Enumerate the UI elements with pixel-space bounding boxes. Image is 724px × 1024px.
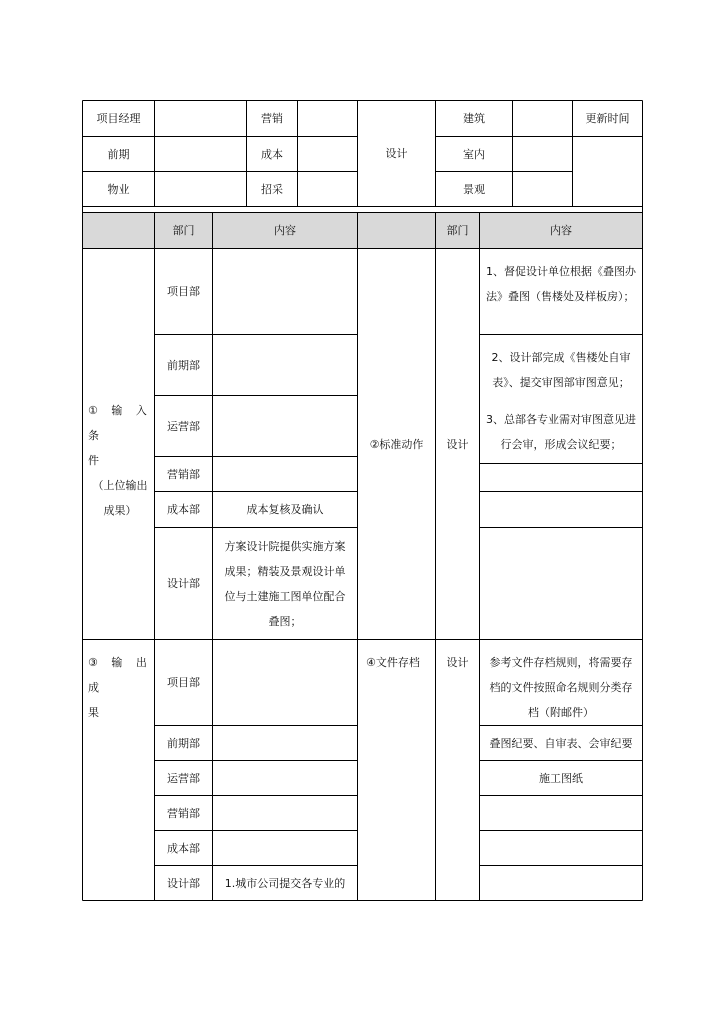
section1-title-line4: 成果）	[103, 504, 137, 517]
section1-content-project	[213, 249, 357, 334]
section1-standard-action: ②标准动作	[369, 437, 424, 451]
section1-dept-early: 前期部	[167, 358, 200, 372]
section2-content-design: 1.城市公司提交各专业的	[224, 876, 346, 890]
action-item-1: 1、督促设计单位根据《叠图办法》叠图（售楼处及样板房）；	[486, 265, 636, 303]
col-header-content: 内容	[274, 224, 296, 237]
section1-dept-marketing: 营销部	[167, 467, 200, 481]
label-procurement: 招采	[261, 182, 283, 196]
section1-content-early	[213, 335, 357, 395]
col-header-dept: 部门	[172, 224, 195, 237]
label-landscape: 景观	[463, 182, 485, 196]
section1-dept-ops: 运营部	[167, 419, 200, 433]
section1-content-design: 方案设计院提供实施方案成果；精装及景观设计单位与土建施工图单位配合叠图；	[224, 539, 346, 628]
section1-action-dept: 设计	[446, 437, 469, 451]
label-marketing: 营销	[261, 112, 283, 125]
section1-title-line2: 件	[88, 454, 99, 467]
label-architecture: 建筑	[463, 112, 485, 125]
section2-dept-ops: 运营部	[167, 771, 200, 785]
section1-dept-cost: 成本部	[167, 503, 200, 516]
section1-content-ops	[213, 396, 357, 456]
label-design: 设计	[385, 147, 408, 160]
section2-dept-marketing: 营销部	[167, 806, 200, 820]
section2-content-early	[213, 726, 357, 760]
section1-content-marketing	[213, 457, 357, 491]
section2-title-line1: ③ 输 出 成	[88, 656, 152, 694]
label-interior: 室内	[463, 147, 485, 161]
section1-title-line3: （上位输出	[92, 479, 148, 492]
label-update-time: 更新时间	[585, 112, 630, 125]
label-property: 物业	[107, 182, 130, 196]
section2-title	[88, 650, 152, 719]
archive-item-2: 叠图纪要、自审表、会审纪要	[489, 736, 633, 750]
label-early-phase: 前期	[107, 147, 130, 161]
section2-content-marketing	[213, 796, 357, 830]
section1-dept-design: 设计部	[167, 577, 200, 590]
action-item-3: 3、总部各专业需对审图意见进行会审，形成会议纪要；	[486, 413, 636, 451]
section2-dept-cost: 成本部	[167, 841, 200, 855]
section1-content-cost: 成本复核及确认	[246, 503, 324, 516]
section2-dept-design: 设计部	[167, 876, 200, 890]
archive-item-3: 施工图纸	[539, 771, 583, 785]
label-cost: 成本	[261, 147, 283, 161]
section2-content-ops	[213, 761, 357, 795]
section2-file-archive: ④文件存档	[366, 656, 420, 669]
section1-dept-project: 项目部	[167, 285, 200, 298]
label-project-manager: 项目经理	[96, 112, 141, 125]
section1-title	[88, 398, 152, 517]
action-item-2: 2、设计部完成《售楼处自审表》、提交审图部审图意见；	[491, 351, 631, 389]
section2-dept-early: 前期部	[167, 736, 200, 750]
section2-content-cost	[213, 831, 357, 865]
archive-item-1: 参考文件存档规则，将需要存档的文件按照命名规则分类存档（附邮件）	[489, 656, 633, 719]
section2-action-dept: 设计	[446, 656, 469, 669]
section2-content-project	[213, 640, 357, 725]
section2-dept-project: 项目部	[167, 676, 200, 689]
section2-title-line2: 果	[88, 706, 99, 719]
section1-title-line1: ① 输 入 条	[88, 404, 152, 442]
col-header-dept-right: 部门	[446, 224, 469, 237]
col-header-content-right: 内容	[550, 224, 572, 237]
